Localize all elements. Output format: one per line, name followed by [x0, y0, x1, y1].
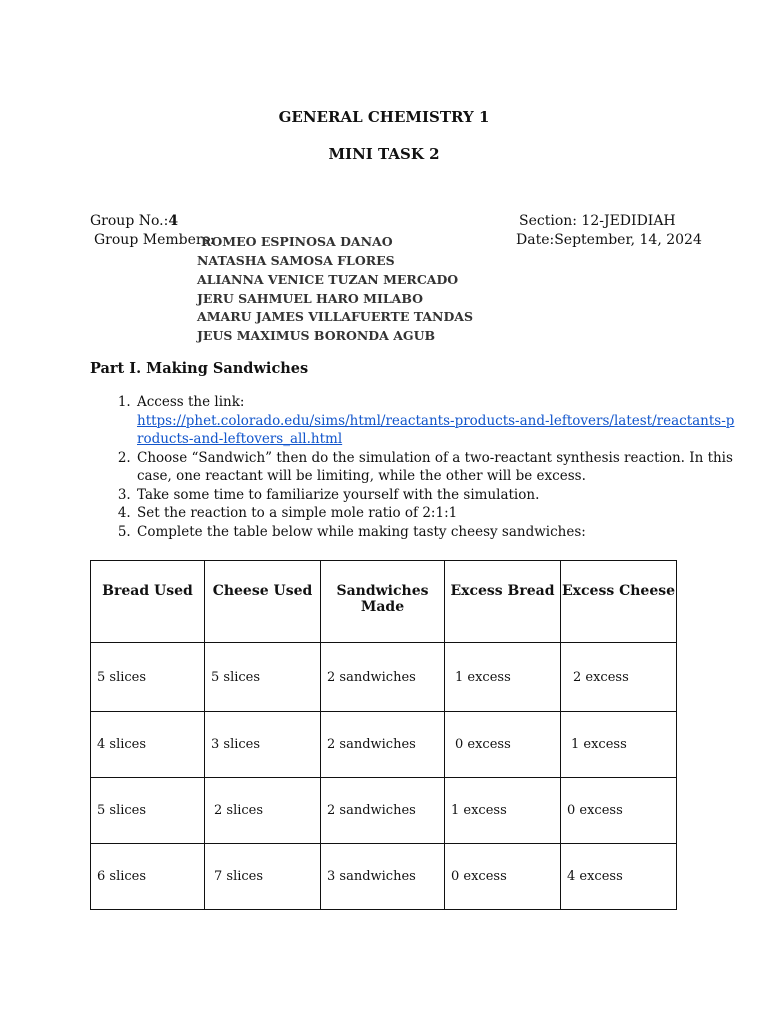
table-cell: 0 excess: [561, 778, 677, 844]
group-value: 4: [168, 213, 179, 229]
table-cell: 2 excess: [561, 643, 677, 712]
table-cell: 5 slices: [91, 643, 205, 712]
instruction-item: 3. Take some time to familiarize yourself with the simulation.: [135, 486, 735, 505]
table-row: [91, 844, 677, 910]
table-cell: 1 excess: [445, 778, 561, 844]
simulation-link[interactable]: https://phet.colorado.edu/sims/html/reactants-products-and-leftovers/latest/reactants-products-and-leftovers_all.html: [137, 412, 735, 447]
table-row: [91, 778, 677, 844]
table-row: [91, 643, 677, 712]
instruction-item: 5. Complete the table below while making tasty cheesy sandwiches:: [135, 523, 735, 542]
table-cell: 3 slices: [205, 712, 321, 778]
part1-heading: Part I. Making Sandwiches: [90, 360, 309, 377]
table-cell: 3 sandwiches: [321, 844, 445, 910]
table-cell: 4 excess: [561, 844, 677, 910]
column-header: Cheese Used: [205, 561, 321, 643]
document-title: GENERAL CHEMISTRY 1: [278, 108, 490, 126]
table-cell: 0 excess: [445, 844, 561, 910]
member-name: JEUS MAXIMUS BORONDA AGUB: [197, 328, 436, 343]
table-cell: 2 slices: [205, 778, 321, 844]
document-subtitle: MINI TASK 2: [328, 145, 440, 163]
instruction-item: [135, 393, 735, 449]
table-cell: 0 excess: [445, 712, 561, 778]
section-info: Section: 12-JEDIDIAH: [519, 213, 676, 229]
table-cell: 7 slices: [205, 844, 321, 910]
column-header: Bread Used: [91, 561, 205, 643]
instruction-item: 4. Set the reaction to a simple mole ratio of 2:1:1: [135, 504, 735, 523]
group-number: [90, 213, 178, 229]
member-name: ROMEO ESPINOSA DANAO: [201, 234, 393, 249]
member-name: AMARU JAMES VILLAFUERTE TANDAS: [197, 309, 474, 324]
table-cell: 6 slices: [91, 844, 205, 910]
member-name: NATASHA SAMOSA FLORES: [197, 253, 395, 268]
table-header-row: [91, 561, 677, 643]
instruction-text: Access the link:: [137, 394, 245, 410]
member-name: ALIANNA VENICE TUZAN MERCADO: [197, 272, 459, 287]
members-label: Group Members:: [94, 232, 215, 248]
column-header: Sandwiches Made: [321, 561, 445, 643]
sandwich-table: [90, 560, 677, 910]
table-cell: 4 slices: [91, 712, 205, 778]
member-name: JERU SAHMUEL HARO MILABO: [197, 291, 424, 306]
table-row: [91, 712, 677, 778]
table-cell: 5 slices: [205, 643, 321, 712]
table-cell: 1 excess: [445, 643, 561, 712]
table-cell: 1 excess: [561, 712, 677, 778]
table-cell: 5 slices: [91, 778, 205, 844]
date-info: Date:September, 14, 2024: [516, 232, 702, 248]
instruction-item: 2. Choose “Sandwich” then do the simulation of a two-reactant synthesis reaction. In this case, one reactant will be limiting, while the other will be excess.: [135, 449, 735, 486]
instruction-list: [90, 393, 735, 541]
column-header: Excess Bread: [445, 561, 561, 643]
group-label: Group No.:: [90, 213, 169, 229]
table-cell: 2 sandwiches: [321, 778, 445, 844]
column-header: Excess Cheese: [561, 561, 677, 643]
table-cell: 2 sandwiches: [321, 712, 445, 778]
table-cell: 2 sandwiches: [321, 643, 445, 712]
